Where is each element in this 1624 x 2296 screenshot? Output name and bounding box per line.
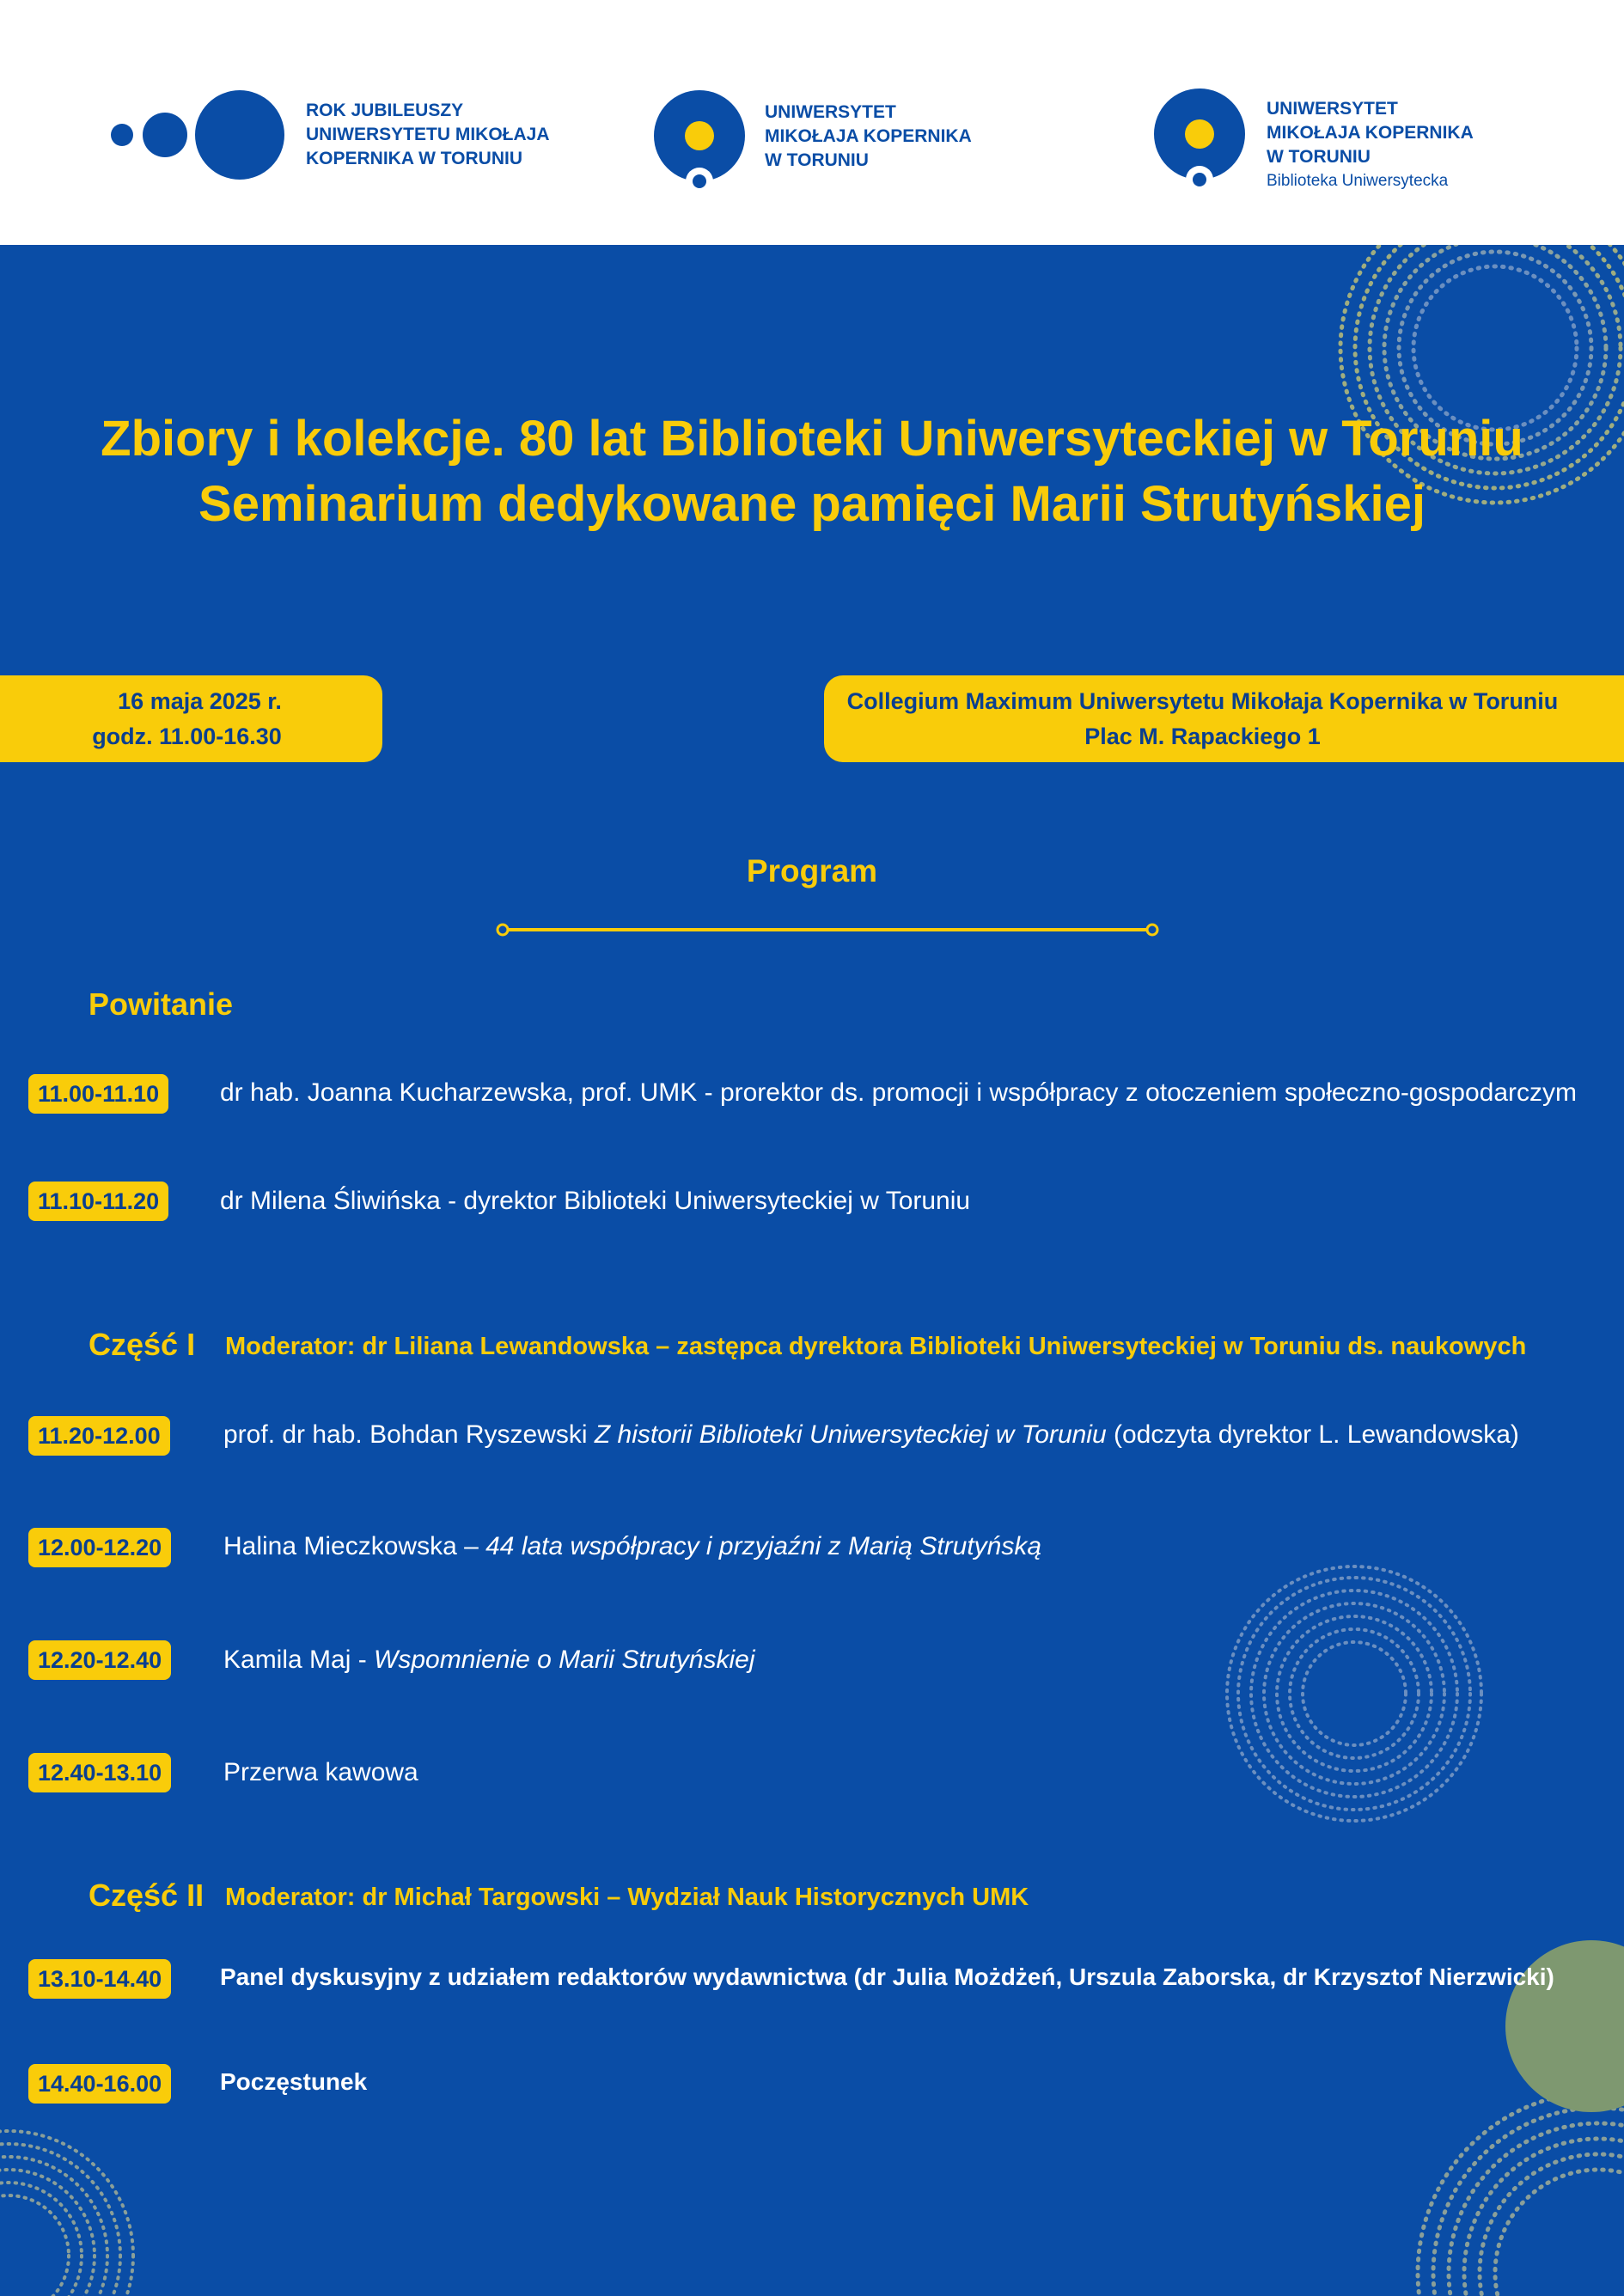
logo-line: MIKOŁAJA KOPERNIKA bbox=[765, 126, 972, 146]
item-author: Kamila Maj - bbox=[223, 1646, 375, 1674]
program-item-text bbox=[223, 1532, 1041, 1561]
main-poster bbox=[0, 245, 1624, 2296]
title-line-2: Seminarium dedykowane pamięci Marii Strutyńskiej bbox=[198, 476, 1426, 532]
event-venue: Collegium Maximum Uniwersytetu Mikołaja Kopernika w Toruniu bbox=[846, 688, 1559, 714]
item-author: Halina Mieczkowska – bbox=[223, 1532, 486, 1560]
date-pill bbox=[0, 675, 382, 762]
section-welcome-title: Powitanie bbox=[89, 986, 234, 1022]
logo-line: UNIWERSYTET bbox=[765, 102, 896, 122]
dotted-ring-middle-right bbox=[1217, 1556, 1492, 1831]
poster-title bbox=[0, 406, 1624, 537]
program-item-text: dr hab. Joanna Kucharzewska, prof. UMK - prorektor ds. promocji i współpracy z otoczeniem społeczno-gospodarczym bbox=[220, 1078, 1578, 1107]
event-time: godz. 11.00-16.30 bbox=[92, 724, 282, 749]
program-heading: Program bbox=[746, 853, 878, 888]
time-badge: 13.10-14.40 bbox=[28, 1959, 171, 1999]
time-badge: 12.00-12.20 bbox=[28, 1528, 171, 1567]
logo-line: W TORUNIU bbox=[1267, 147, 1371, 167]
program-item-text: Panel dyskusyjny z udziałem redaktorów wydawnictwa (dr Julia Możdżeń, Urszula Zaborska, dr Krzysztof Nierzwicki) bbox=[220, 1963, 1554, 1990]
program-item-text bbox=[223, 1420, 1519, 1450]
section-part2-title: Część II bbox=[89, 1878, 205, 1913]
program-item-text: dr Milena Śliwińska - dyrektor Biblioteki Uniwersyteckiej w Toruniu bbox=[220, 1187, 971, 1215]
time-badge: 14.40-16.00 bbox=[28, 2064, 171, 2104]
item-work-title: Wspomnienie o Marii Strutyńskiej bbox=[374, 1646, 755, 1674]
event-address: Plac M. Rapackiego 1 bbox=[1084, 724, 1321, 749]
item-work-title: 44 lata współpracy i przyjaźni z Marią Strutyńską bbox=[485, 1532, 1042, 1560]
time-badge: 11.10-11.20 bbox=[28, 1182, 168, 1221]
logo-line: ROK JUBILEUSZY bbox=[306, 101, 464, 120]
venue-pill bbox=[824, 675, 1624, 762]
time-badge: 11.20-12.00 bbox=[28, 1416, 170, 1456]
time-badge: 12.20-12.40 bbox=[28, 1640, 171, 1680]
part2-moderator: Moderator: dr Michał Targowski – Wydział Nauk Historycznych UMK bbox=[225, 1884, 1029, 1911]
time-badge: 12.40-13.10 bbox=[28, 1753, 171, 1792]
program-item-text bbox=[223, 1646, 755, 1675]
umk-library-icon bbox=[1153, 89, 1249, 196]
time-badge: 11.00-11.10 bbox=[28, 1074, 168, 1114]
logo-line: UNIWERSYTET bbox=[1267, 99, 1398, 119]
umk-logo-text bbox=[765, 101, 972, 173]
title-line-1: Zbiory i kolekcje. 80 lat Biblioteki Uniwersyteckiej w Toruniu bbox=[101, 411, 1523, 467]
logo-line: UNIWERSYTETU MIKOŁAJA bbox=[306, 125, 550, 144]
item-author: prof. dr hab. Bohdan Ryszewski bbox=[223, 1420, 595, 1449]
item-work-title: Z historii Biblioteki Uniwersyteckiej w Toruniu bbox=[594, 1420, 1107, 1449]
logo-line: KOPERNIKA W TORUNIU bbox=[306, 149, 522, 168]
logo-line: MIKOŁAJA KOPERNIKA bbox=[1267, 123, 1474, 143]
umk-library-logo-text bbox=[1267, 97, 1474, 193]
program-divider bbox=[492, 919, 1163, 940]
logo-subline: Biblioteka Uniwersytecka bbox=[1267, 172, 1449, 190]
part1-moderator: Moderator: dr Liliana Lewandowska – zastępca dyrektora Biblioteki Uniwersyteckiej w Toruniu ds. naukowych bbox=[225, 1333, 1527, 1360]
item-author: Przerwa kawowa bbox=[223, 1758, 418, 1786]
jubilee-logo-text bbox=[306, 99, 550, 171]
program-item-text bbox=[223, 1758, 418, 1787]
item-note: (odczyta dyrektor L. Lewandowska) bbox=[1106, 1420, 1519, 1449]
umk-icon bbox=[651, 90, 748, 198]
event-date: 16 maja 2025 r. bbox=[118, 688, 282, 714]
dotted-ring-bottom-left bbox=[0, 2118, 172, 2296]
logo-line: W TORUNIU bbox=[765, 150, 869, 170]
jubilee-dots-icon bbox=[110, 86, 286, 185]
section-part1-title: Część I bbox=[89, 1327, 196, 1362]
header bbox=[0, 0, 1624, 245]
program-item-text: Poczęstunek bbox=[220, 2068, 368, 2095]
